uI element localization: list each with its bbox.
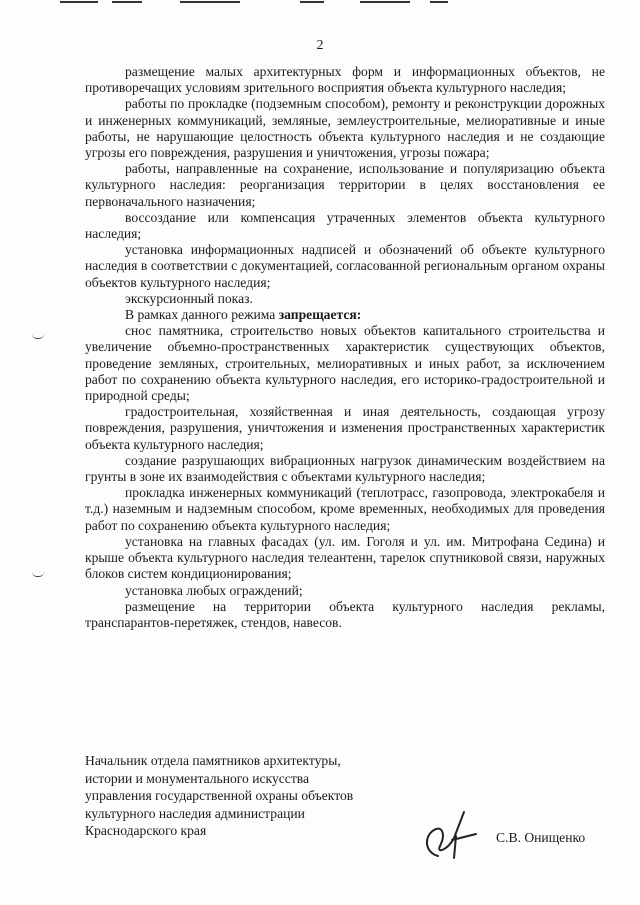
prohibited-item: градостроительная, хозяйственная и иная деятельность, создающая угрозу повреждения, разрушения, уничтожения и изменения пространственных характеристик объекта культурного наследия;: [85, 404, 605, 452]
prohibited-item: размещение на территории объекта культурного наследия рекламы, транспарантов-перетяжек, стендов, навесов.: [85, 598, 605, 630]
prohibition-heading: [85, 307, 605, 323]
scan-edge-marks: [60, 1, 560, 4]
document-body: [85, 64, 605, 631]
signatory-title-line: управления государственной охраны объектов: [85, 788, 354, 803]
signatory-title-line: культурного наследия администрации: [85, 805, 305, 821]
paragraph: экскурсионный показ.: [125, 290, 253, 306]
page-number: 2: [316, 38, 324, 53]
paragraph: работы, направленные на сохранение, использование и популяризацию объекта культурного наследия: реорганизация территории в целях восстановления ее первоначального назначения;: [85, 161, 605, 209]
handwritten-signature: [418, 806, 478, 862]
signer-name: С.В. Онищенко: [496, 830, 586, 845]
paragraph: работы по прокладке (подземным способом), ремонту и реконструкции дорожных и инженерных коммуникаций, земляные, землеустроительные, мелиоративные и иные работы, не нарушающие целостность объекта культурного наследия и не создающие угрозы его повреждения, разрушения и уничтожения, угрозы пожара;: [85, 96, 605, 161]
prohibited-item: создание разрушающих вибрационных нагрузок динамическим воздействием на грунты в зоне их взаимодействия с объектами культурного наследия;: [85, 452, 605, 485]
signatory-title: [85, 752, 405, 840]
margin-mark: [32, 572, 44, 577]
prohibited-item: снос памятника, строительство новых объектов капитального строительства и увеличение объемно-пространственных характеристик существующих объектов, проведение земляных, строительных, мелиоративных и иных работ, за исключением работ по сохранению объекта культурного наследия, его историко-градостроительной и природной среды;: [85, 323, 605, 404]
prohibition-keyword: запрещается:: [278, 307, 362, 323]
prohibited-item: установка любых ограждений;: [125, 582, 303, 598]
paragraph: размещение малых архитектурных форм и информационных объектов, не противоречащих условиям зрительного восприятия объекта культурного наследия;: [85, 64, 605, 96]
paragraph: воссоздание или компенсация утраченных элементов объекта культурного наследия;: [85, 209, 605, 242]
margin-mark: [32, 334, 44, 339]
prohibited-item: прокладка инженерных коммуникаций (теплотрасс, газопровода, электрокабеля и т.д.) наземным и надземным способом, кроме временных, необходимых для проведения работ по сохранению объекта культурного наследия;: [85, 485, 605, 533]
signatory-title-line: Начальник отдела памятников архитектуры,: [85, 753, 341, 768]
prohibition-intro: В рамках данного режима: [125, 307, 279, 323]
signatory-title-line: Краснодарского края: [85, 823, 207, 838]
signatory-title-line: истории и монументального искусства: [85, 770, 310, 786]
prohibited-item: установка на главных фасадах (ул. им. Гоголя и ул. им. Митрофана Седина) и крыше объекта культурного наследия телеантенн, тарелок спутниковой связи, наружных блоков систем кондиционирования;: [85, 533, 605, 582]
paragraph: установка информационных надписей и обозначений об объекте культурного наследия в соответствии с документацией, согласованной региональным органом охраны объектов культурного наследия;: [85, 242, 605, 290]
